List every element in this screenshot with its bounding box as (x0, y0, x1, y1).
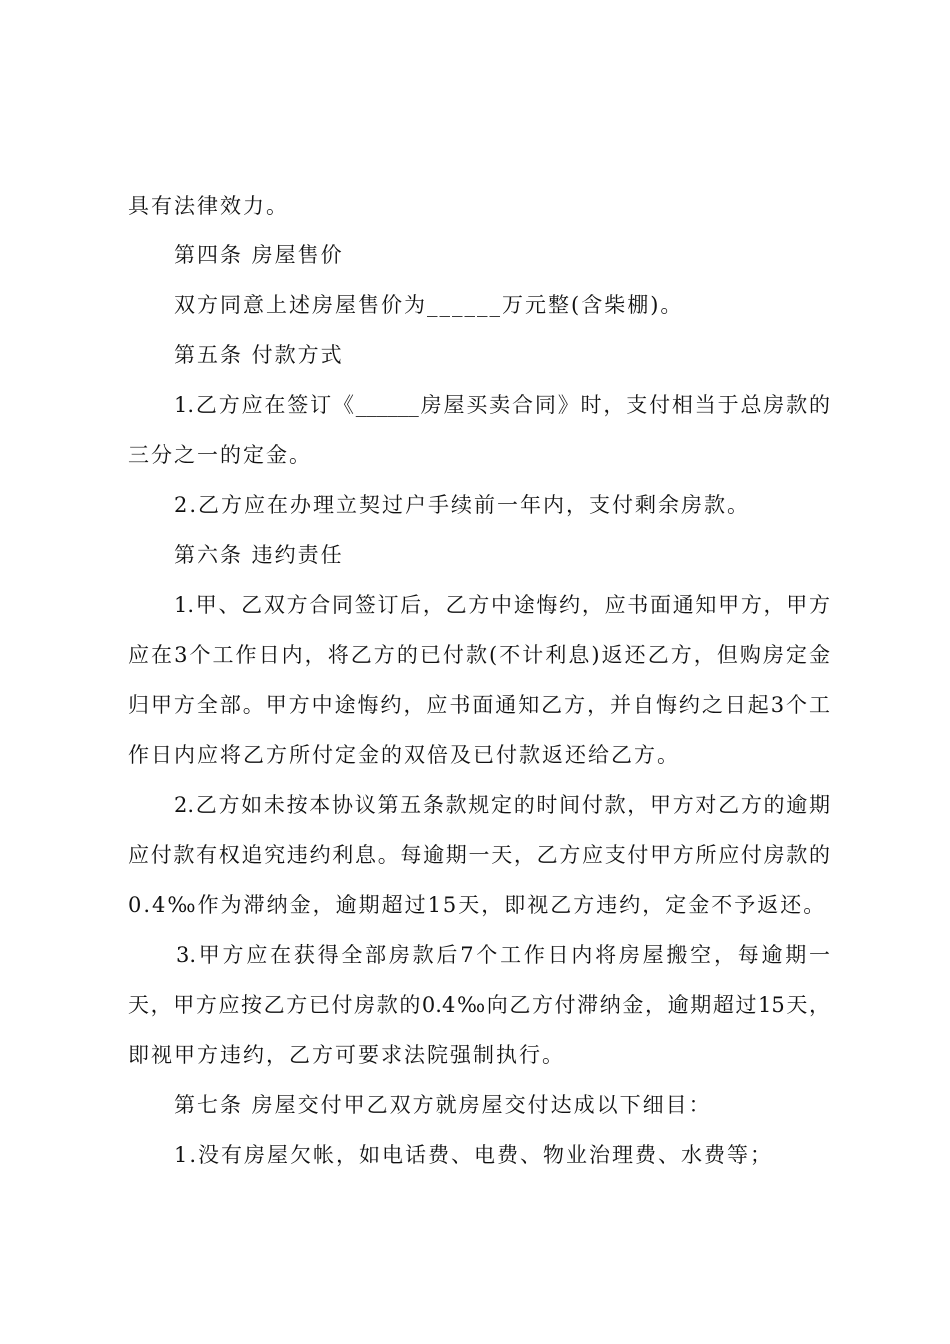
article-5-heading: 第五条 付款方式 (174, 343, 344, 367)
article-6-item-1-line-1: 1.甲、乙双方合同签订后，乙方中途悔约，应书面通知甲方，甲方 (174, 593, 830, 617)
article-6-item-2-line-3: 0.4‰作为滞纳金，逾期超过15天，即视乙方违约，定金不予返还。 (128, 893, 827, 917)
article-6-item-1-line-2: 应在3个工作日内，将乙方的已付款(不计利息)返还乙方，但购房定金 (128, 643, 830, 667)
article-6-item-1-line-4: 作日内应将乙方所付定金的双倍及已付款返还给乙方。 (128, 743, 680, 767)
article-5-item-1-line-2: 三分之一的定金。 (128, 443, 312, 467)
article-6-item-3-line-1: 3.甲方应在获得全部房款后7个工作日内将房屋搬空，每逾期一 (176, 943, 830, 967)
article-7-item-1: 1.没有房屋欠帐，如电话费、电费、物业治理费、水费等； (174, 1143, 774, 1167)
article-6-item-2-line-2: 应付款有权追究违约利息。每逾期一天，乙方应支付甲方所应付房款的 (128, 843, 830, 867)
article-4-heading: 第四条 房屋售价 (174, 243, 344, 267)
article-6-item-2-line-1: 2.乙方如未按本协议第五条款规定的时间付款，甲方对乙方的逾期 (174, 793, 830, 817)
article-6-item-3-line-2: 天，甲方应按乙方已付房款的0.4‰向乙方付滞纳金，逾期超过15天， (128, 993, 830, 1017)
text-line-continuation: 具有法律效力。 (128, 194, 289, 218)
article-6-item-1-line-3: 归甲方全部。甲方中途悔约，应书面通知乙方，并自悔约之日起3个工 (128, 693, 830, 717)
article-7-heading: 第七条 房屋交付甲乙双方就房屋交付达成以下细目： (174, 1093, 712, 1117)
article-6-item-3-line-3: 即视甲方违约，乙方可要求法院强制执行。 (128, 1043, 565, 1067)
article-4-text: 双方同意上述房屋售价为______万元整(含柴棚)。 (174, 293, 684, 317)
article-5-item-1-line-1: 1.乙方应在签订《______房屋买卖合同》时，支付相当于总房款的 (174, 393, 830, 417)
article-6-heading: 第六条 违约责任 (174, 543, 344, 567)
article-5-item-2: 2.乙方应在办理立契过户手续前一年内，支付剩余房款。 (174, 493, 751, 517)
